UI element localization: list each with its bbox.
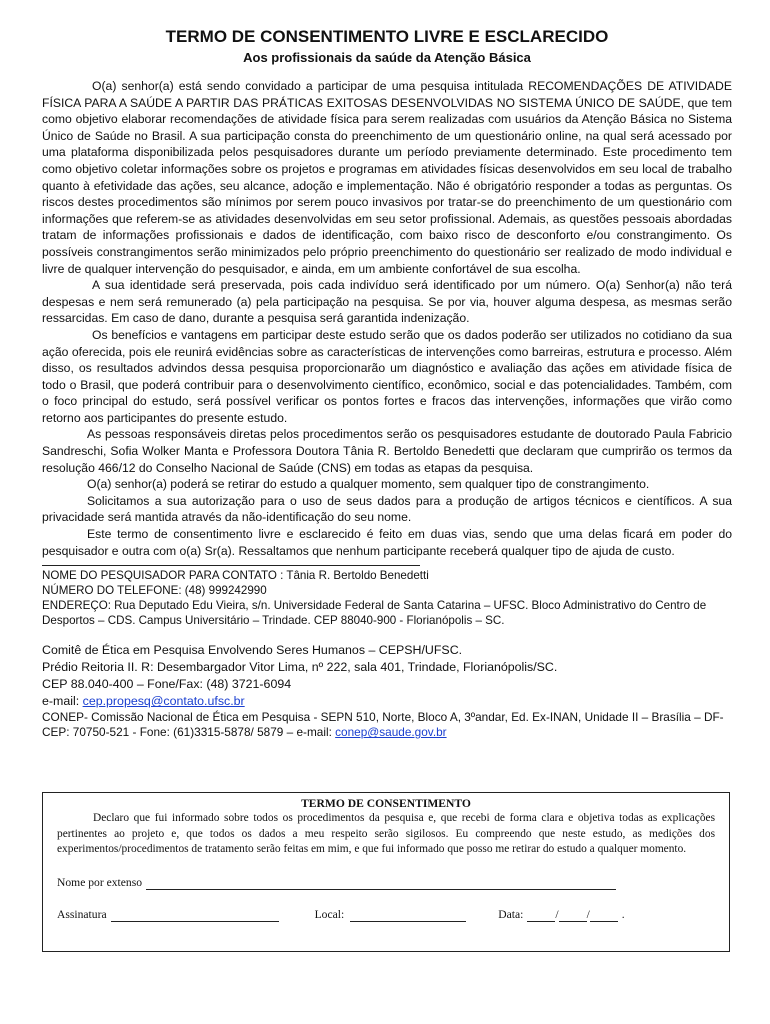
signature-label: Assinatura [57,907,107,921]
paragraph-benefits: Os benefícios e vantagens em participar deste estudo serão que os dados poderão ser utilizados no cotidiano da sua ação oferecida, pois ele reunirá evidências sobre as características de intervenções como barreiras, estrutura e processo. Além disso, os resultados advindos dessa pesquisa proporcionarão um diagnóstico e avaliação das ações em atividade física de todo o Brasil, que poderá contribuir para o desenvolvimento científico, econômico, social e das potencialidades. Também, com o foco principal do estudo, será possível verificar os pontos fortes e fracos das intervenções, informações que virão como retorno aos participantes do presente estudo. [42,327,732,425]
date-label: Data: [498,907,524,921]
date-separator: / [586,907,590,921]
consent-declaration: Declaro que fui informado sobre todos os procedimentos da pesquisa e, que recebi de forma clara e objetiva todas as explicações pertinentes ao projeto e, que todos os dados a meu respeito serão sigilosos. Eu compreendo que neste estudo, as medições dos experimentos/procedimentos de tratamento serão feitas em mim, e que fui informado que posso me retirar do estudo a qualquer momento. [57,812,715,855]
paragraph-invitation: O(a) senhor(a) está sendo convidado a participar de uma pesquisa intitulada RECOMENDAÇÕES DE ATIVIDADE FÍSICA PARA A SAÚDE A PARTIR DAS PRÁTICAS EXITOSAS DESENVOLVIDAS NO SISTEMA ÚNICO DE SAÚDE, que tem como objetivo elaborar recomendações de atividade física para serem realizadas com usuários da Atenção Básica no Sistema Único de Saúde no Brasil. A sua participação consta do preenchimento de um questionário online, na qual será acessado por uma plataforma disponibilizada pelos pesquisadores durante um período previamente determinado. Este procedimento tem como objetivo coletar informações sobre os projetos e programas em atividades físicas desenvolvidos em seu local de trabalho quanto à efetividade das ações, seu alcance, adoção e implementação. Não é obrigatório responder a todas as perguntas. Os riscos destes procedimentos são mínimos por serem pouco invasivos por tratar-se do preenchimento de um questionário com informações que referem-se as atividades desenvolvidas em seu setor profissional. Ademais, as questões pessoais abordadas tratam de informações profissionais e dados de identificação, com baixo risco de desconforto e/ou constrangimento. Os possíveis constrangimentos serão minimizados pelo próprio preenchimento do questionário ser realizado de modo individual e livre de qualquer intervenção do pesquisador, e ainda, em um ambiente confortável de sua escolha. [42,79,732,276]
ethics-committee-name: Comitê de Ética em Pesquisa Envolvendo Seres Humanos – CEPSH/UFSC. [42,643,463,658]
contact-address: ENDEREÇO: Rua Deputado Edu Vieira, s/n. Universidade Federal de Santa Catarina – UFSC. Bloco Administrativo do Centro de Desportos – CDS. Campus Universitário – Trindade. CEP 88040-900 - Florianópolis – SC. [42,599,707,628]
ethics-committee-address: Prédio Reitoria II. R: Desembargador Vitor Lima, nº 222, sala 401, Trindade, Florianópolis/SC. [42,660,558,675]
email-label: e-mail: [42,694,83,709]
separator-line [42,565,420,566]
conep-info [42,710,732,740]
conep-text: CONEP- Comissão Nacional de Ética em Pesquisa - SEPN 510, Norte, Bloco A, 3ºandar, Ed. Ex-INAN, Unidade II – Brasília – DF- CEP: 70750-521 - Fone: (61)3315-5878/ 5879 – e-mail: [42,710,724,740]
ethics-committee-email [42,693,732,710]
paragraph-identity: A sua identidade será preservada, pois cada indivíduo será identificado por um número. O(a) Senhor(a) não terá despesas e nem será remunerado (a) pela participação na pesquisa. Se por via, houver alguma despesa, as mesmas serão ressarcidas. Em caso de dano, durante a pesquisa será garantida indenização. [42,278,732,326]
document-body [42,78,732,559]
date-day-blank[interactable] [527,909,555,922]
name-blank[interactable] [146,877,616,890]
place-label: Local: [314,907,345,921]
document-title: TERMO DE CONSENTIMENTO LIVRE E ESCLARECIDO [165,27,609,46]
date-month-blank[interactable] [559,909,587,922]
paragraph-responsibles: As pessoas responsáveis diretas pelos procedimentos serão os pesquisadores estudante de doutorado Paula Fabricio Sandreschi, Sofia Wolker Manta e Professora Doutora Tânia R. Bertoldo Benedetti que declaram que cumprirão os termos da resolução 466/12 do Conselho Nacional de Saúde (CNS) em todas as etapas da pesquisa. [42,427,732,475]
consent-box [42,792,730,952]
place-blank[interactable] [350,909,466,922]
date-separator: / [555,907,559,921]
paragraph-authorization: Solicitamos a sua autorização para o uso de seus dados para a produção de artigos técnicos e científicos. A sua privacidade será mantida através da não-identificação do seu nome. [42,493,732,525]
cep-email-link[interactable]: cep.propesq@contato.ufsc.br [82,694,245,709]
paragraph-two-copies: Este termo de consentimento livre e esclarecido é feito em duas vias, sendo que uma delas ficará em poder do pesquisador e outra com o(a) Sr(a). Ressaltamos que nenhum participante receberá qualquer tipo de ajuda de custo. [42,527,732,558]
consent-title: TERMO DE CONSENTIMENTO [301,797,471,810]
signature-blank[interactable] [111,909,279,922]
signature-row [57,908,715,922]
name-label: Nome por extenso [57,875,143,889]
contact-name: NOME DO PESQUISADOR PARA CONTATO : Tânia R. Bertoldo Benedetti [42,569,429,583]
paragraph-withdraw: O(a) senhor(a) poderá se retirar do estudo a qualquer momento, sem qualquer tipo de constrangimento. [87,477,650,492]
researcher-contact [42,568,732,628]
ethics-committee [42,642,732,740]
date-end: . [621,907,625,921]
document-subtitle: Aos profissionais da saúde da Atenção Básica [243,50,531,65]
document-page [42,26,732,740]
name-field-row [57,876,715,890]
ethics-committee-phone: CEP 88.040-400 – Fone/Fax: (48) 3721-6094 [42,677,292,692]
contact-phone: NÚMERO DO TELEFONE: (48) 999242990 [42,584,267,598]
date-year-blank[interactable] [590,909,618,922]
conep-email-link[interactable]: conep@saude.gov.br [335,725,447,740]
